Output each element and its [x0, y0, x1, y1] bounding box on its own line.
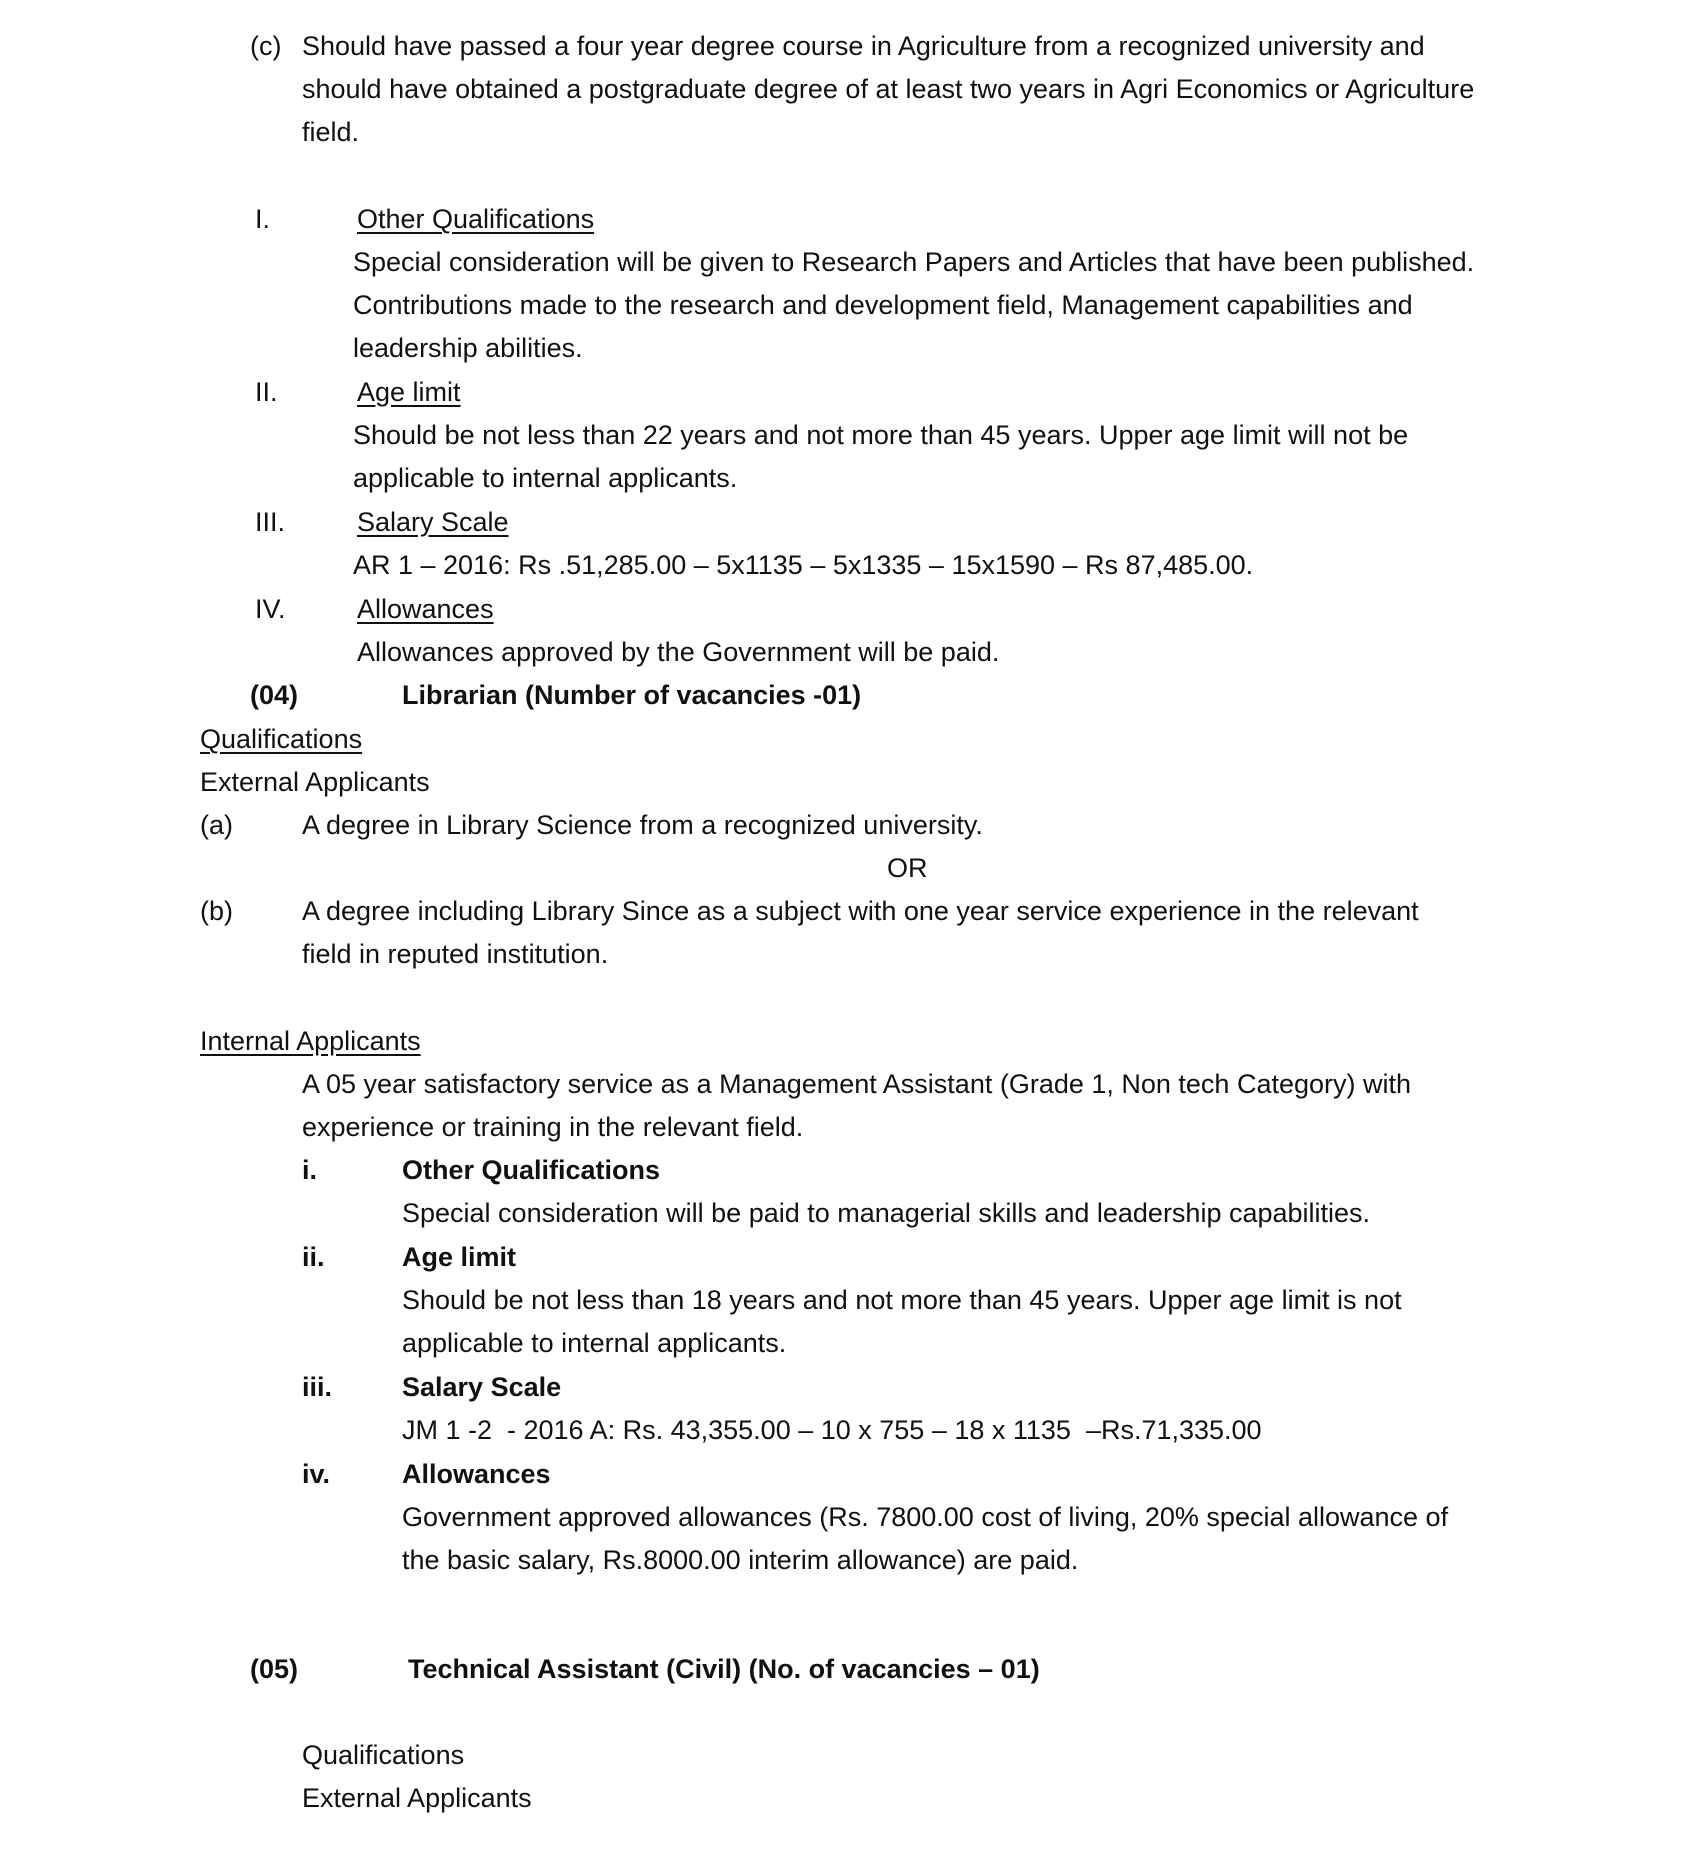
s3-item-2-marker: II. — [255, 377, 278, 407]
s3-item-2-line-1: Should be not less than 22 years and not more than 45 years. Upper age limit will not be — [353, 420, 1409, 450]
s3-item-4-line-1: Allowances approved by the Government will be paid. — [357, 637, 1000, 667]
item-c-marker: (c) — [250, 31, 282, 61]
s4-item-1-marker: i. — [302, 1155, 318, 1185]
s3-item-4-heading: Allowances — [357, 594, 494, 624]
s4-item-3-heading: Salary Scale — [402, 1372, 562, 1402]
s4-item-2-heading: Age limit — [402, 1242, 517, 1272]
s4-title: Librarian (Number of vacancies -01) — [402, 680, 862, 710]
s4-option-b-line-1: A degree including Library Since as a subject with one year service experience in the relevant — [302, 896, 1419, 926]
s4-item-1-line-1: Special consideration will be paid to managerial skills and leadership capabilities. — [402, 1198, 1371, 1228]
s4-item-3-marker: iii. — [302, 1372, 333, 1402]
item-c-line-3: field. — [302, 117, 360, 147]
s3-item-3-heading: Salary Scale — [357, 507, 509, 537]
s4-number: (04) — [250, 680, 299, 710]
s3-item-1-line-3: leadership abilities. — [353, 333, 583, 363]
s5-title: Technical Assistant (Civil) (No. of vacancies – 01) — [408, 1654, 1040, 1684]
s5-number: (05) — [250, 1654, 299, 1684]
s4-internal-line-1: A 05 year satisfactory service as a Management Assistant (Grade 1, Non tech Category) with — [302, 1069, 1412, 1099]
s3-item-2-line-2: applicable to internal applicants. — [353, 463, 738, 493]
s3-item-3-line-1: AR 1 – 2016: Rs .51,285.00 – 5x1135 – 5x1335 – 15x1590 – Rs 87,485.00. — [353, 550, 1254, 580]
s4-or-text: OR — [887, 853, 928, 883]
s4-qualifications-label: Qualifications — [200, 724, 363, 754]
s4-item-3-line-1: JM 1 -2 - 2016 A: Rs. 43,355.00 – 10 x 755 – 18 x 1135 –Rs.71,335.00 — [402, 1415, 1262, 1445]
s4-item-4-heading: Allowances — [402, 1459, 551, 1489]
s3-item-1-marker: I. — [255, 204, 271, 234]
s3-item-1-line-1: Special consideration will be given to Research Papers and Articles that have been published. — [353, 247, 1475, 277]
s4-item-2-marker: ii. — [302, 1242, 325, 1272]
s4-internal-label: Internal Applicants — [200, 1026, 421, 1056]
s3-item-4-marker: IV. — [255, 594, 286, 624]
s4-item-4-line-2: the basic salary, Rs.8000.00 interim allowance) are paid. — [402, 1545, 1079, 1575]
s4-external-label: External Applicants — [200, 767, 430, 797]
item-c-line-2: should have obtained a postgraduate degree of at least two years in Agri Economics or Agriculture — [302, 74, 1475, 104]
s3-item-2-heading: Age limit — [357, 377, 461, 407]
s4-item-2-line-2: applicable to internal applicants. — [402, 1328, 787, 1358]
s3-item-3-marker: III. — [255, 507, 286, 537]
s4-item-1-heading: Other Qualifications — [402, 1155, 661, 1185]
s4-internal-line-2: experience or training in the relevant field. — [302, 1112, 804, 1142]
item-c-line-1: Should have passed a four year degree course in Agriculture from a recognized university and — [302, 31, 1425, 61]
s3-item-1-line-2: Contributions made to the research and development field, Management capabilities and — [353, 290, 1413, 320]
s5-external-label: External Applicants — [302, 1783, 532, 1813]
s4-option-a-marker: (a) — [200, 810, 233, 840]
s4-item-2-line-1: Should be not less than 18 years and not more than 45 years. Upper age limit is not — [402, 1285, 1402, 1315]
s4-option-a-text: A degree in Library Science from a recognized university. — [302, 810, 983, 840]
s4-item-4-marker: iv. — [302, 1459, 331, 1489]
s5-qualifications-label: Qualifications — [302, 1740, 465, 1770]
s4-item-4-line-1: Government approved allowances (Rs. 7800.00 cost of living, 20% special allowance of — [402, 1502, 1449, 1532]
s3-item-1-heading: Other Qualifications — [357, 204, 595, 234]
s4-option-b-line-2: field in reputed institution. — [302, 939, 609, 969]
s4-option-b-marker: (b) — [200, 896, 233, 926]
